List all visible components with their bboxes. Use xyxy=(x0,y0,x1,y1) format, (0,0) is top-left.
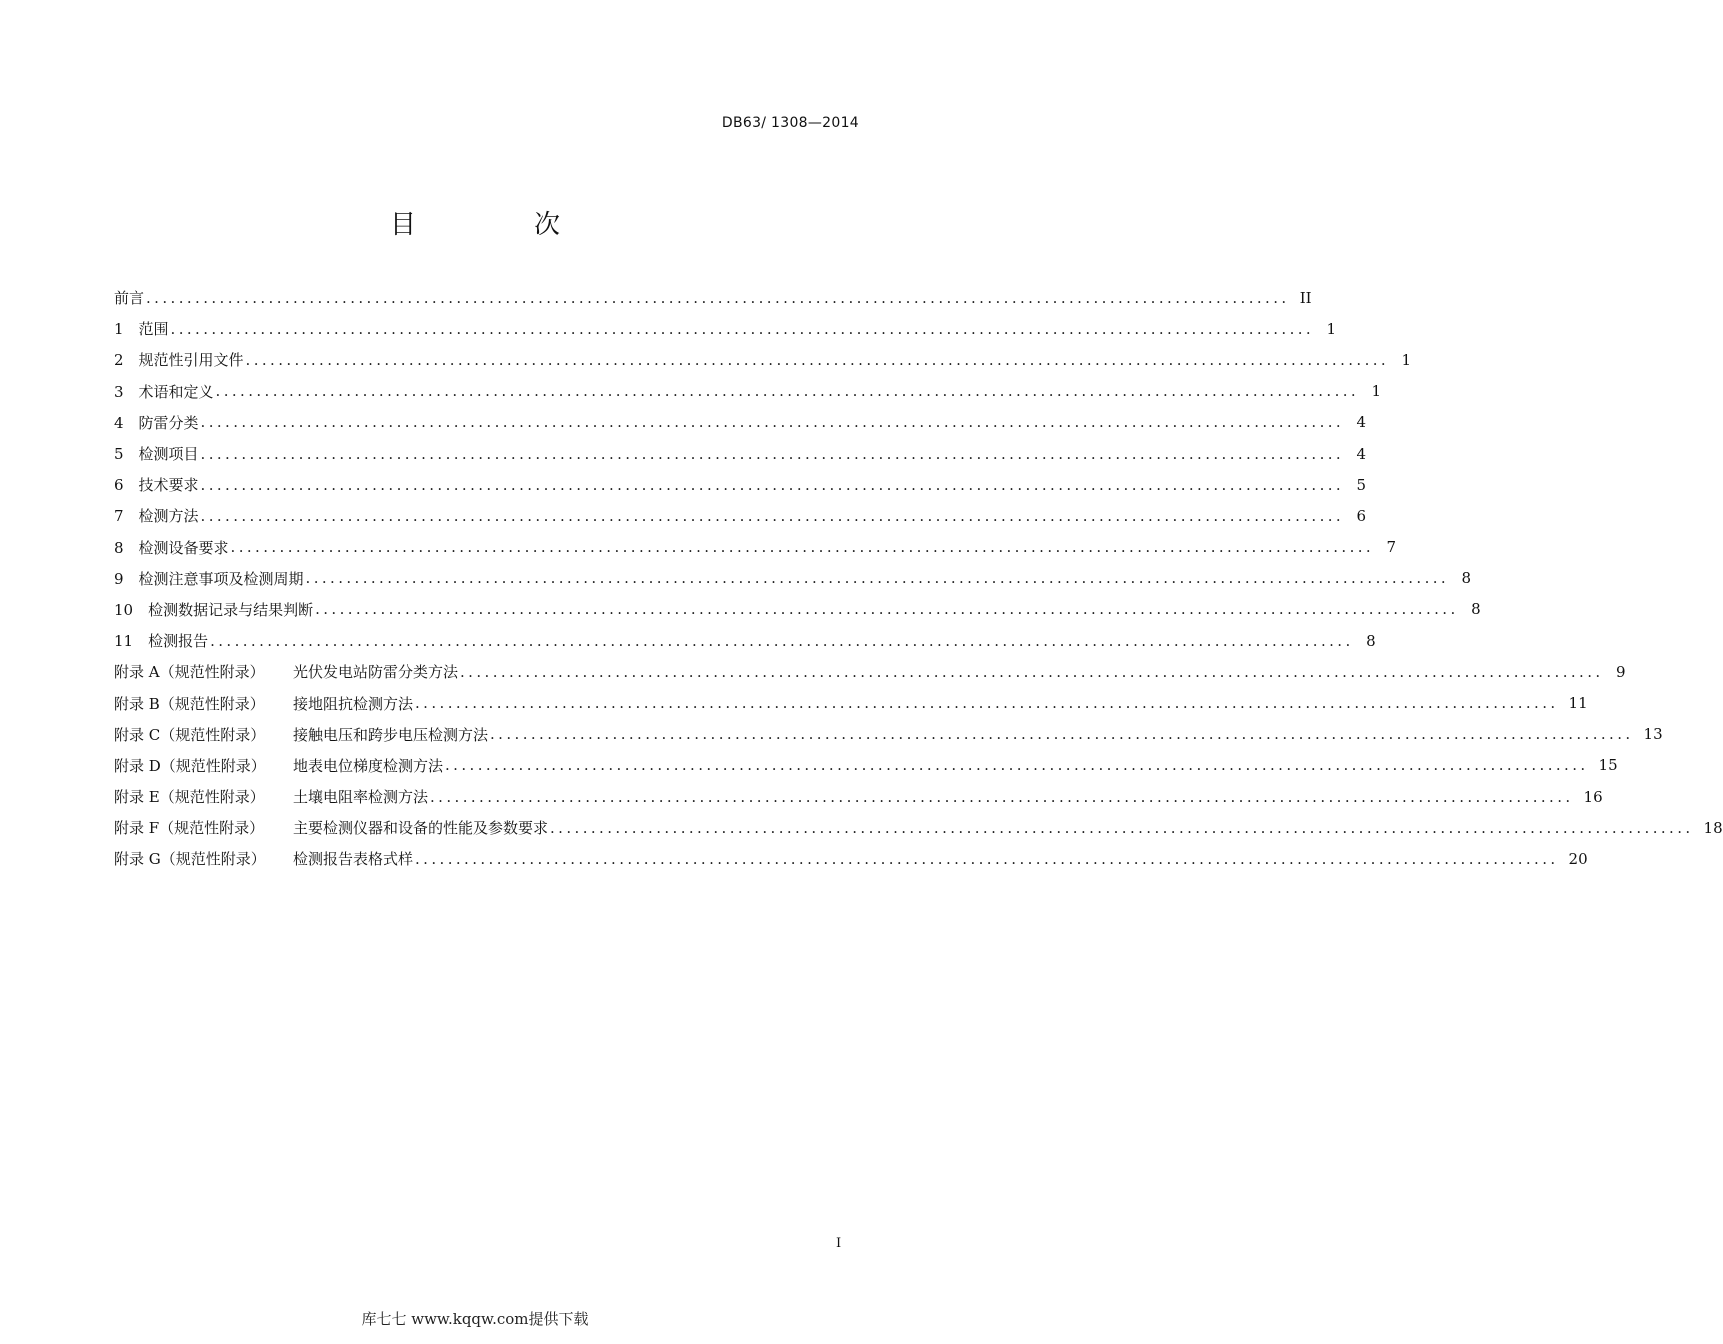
toc-entry-page: 8 xyxy=(1366,631,1376,650)
toc-entry-page: 7 xyxy=(1386,538,1397,557)
toc-appendix-label xyxy=(114,661,458,682)
toc-entry-page: 1 xyxy=(1326,319,1337,338)
toc-appendix-label xyxy=(114,724,488,745)
toc-entry[interactable] xyxy=(114,594,1481,625)
toc-appendix-entry[interactable] xyxy=(114,843,1588,874)
toc-entry-page: 8 xyxy=(1461,569,1472,588)
toc-entry-page: 8 xyxy=(1471,600,1481,619)
toc-appendix-prefix: 附录 D（规范性附录） xyxy=(114,756,266,775)
toc-entry-page: 16 xyxy=(1583,787,1603,806)
toc-appendix-label xyxy=(114,786,428,807)
toc-entry-page: 20 xyxy=(1568,849,1588,868)
toc-leader-dots: ............................................................................................................................................ xyxy=(146,288,1290,307)
toc-leader-dots: ............................................................................................................................................ xyxy=(430,787,1574,806)
toc-appendix-label xyxy=(114,848,413,869)
toc-leader-dots: ............................................................................................................................................ xyxy=(445,756,1589,775)
toc-appendix-label xyxy=(114,693,413,714)
toc-entry-page: 15 xyxy=(1598,756,1618,775)
toc-leader-dots: ............................................................................................................................................ xyxy=(490,725,1634,744)
toc-leader-dots: ............................................................................................................................................ xyxy=(415,849,1559,868)
toc-entry-label: 5 检测项目 xyxy=(114,445,199,464)
page-title: 目 次 xyxy=(389,210,606,240)
toc-leader-dots: ............................................................................................................................................ xyxy=(170,319,1315,338)
toc-leader-dots: ............................................................................................................................................ xyxy=(550,818,1694,837)
toc-entry-label: 3 术语和定义 xyxy=(114,382,214,401)
toc-entry-label: 2 规范性引用文件 xyxy=(114,351,244,370)
toc-leader-dots: ............................................................................................................................................ xyxy=(200,506,1345,525)
toc-appendix-prefix: 附录 C（规范性附录） xyxy=(114,725,266,744)
toc-entry-page: 11 xyxy=(1568,694,1588,713)
toc-entry-label: 9 检测注意事项及检测周期 xyxy=(114,569,304,588)
toc-appendix-entry[interactable] xyxy=(114,687,1588,718)
toc-entry[interactable] xyxy=(114,563,1472,594)
toc-entry-label: 4 防雷分类 xyxy=(114,413,199,432)
toc-appendix-title: 接触电压和跨步电压检测方法 xyxy=(293,725,489,744)
toc-appendix-prefix: 附录 G（规范性附录） xyxy=(114,850,266,869)
toc-entry[interactable] xyxy=(114,625,1376,656)
toc-appendix-prefix: 附录 B（规范性附录） xyxy=(114,694,265,713)
toc-entry-label: 7 检测方法 xyxy=(114,507,199,526)
standard-id: DB63/ 1308—2014 xyxy=(721,115,859,131)
toc-entry-page: 6 xyxy=(1356,506,1367,525)
toc-appendix-prefix: 附录 A（规范性附录） xyxy=(114,663,265,682)
toc-appendix-title: 土壤电阻率检测方法 xyxy=(293,788,429,807)
toc-entry-label: 1 范围 xyxy=(114,320,169,339)
toc-leader-dots: ............................................................................................................................................ xyxy=(200,475,1345,494)
toc-entry[interactable] xyxy=(114,469,1367,500)
toc-entry-page: 1 xyxy=(1371,382,1382,401)
toc-leader-dots: ............................................................................................................................................ xyxy=(200,444,1345,463)
toc-leader-dots: ............................................................................................................................................ xyxy=(460,662,1604,681)
toc-entry-page: 5 xyxy=(1356,475,1367,494)
toc-leader-dots: ............................................................................................................................................ xyxy=(315,600,1459,619)
toc-entry-label: 11 检测报告 xyxy=(114,632,209,651)
toc-leader-dots: ............................................................................................................................................ xyxy=(215,382,1360,401)
toc-entry-page: 13 xyxy=(1643,725,1663,744)
toc-leader-dots: ............................................................................................................................................ xyxy=(210,631,1354,650)
toc-appendix-entry[interactable] xyxy=(114,750,1618,781)
toc-appendix-entry[interactable] xyxy=(114,656,1626,687)
toc-appendix-prefix: 附录 E（规范性附录） xyxy=(114,788,265,807)
toc-entry-page: 9 xyxy=(1616,662,1626,681)
toc-appendix-prefix: 附录 F（规范性附录） xyxy=(114,819,265,838)
toc-entry-page: 4 xyxy=(1356,413,1367,432)
toc-leader-dots: ............................................................................................................................................ xyxy=(415,694,1559,713)
toc-entry[interactable] xyxy=(114,500,1367,531)
toc-entry-page: 4 xyxy=(1356,444,1367,463)
toc-appendix-label xyxy=(114,817,548,838)
toc-leader-dots: ............................................................................................................................................ xyxy=(245,350,1390,369)
toc-entry-page: 1 xyxy=(1401,350,1412,369)
toc-entry-label: 前言 xyxy=(114,289,145,308)
toc-appendix-title: 接地阻抗检测方法 xyxy=(293,694,414,713)
toc-appendix-title: 检测报告表格式样 xyxy=(293,850,414,869)
toc-entry-label: 8 检测设备要求 xyxy=(114,538,229,557)
toc-entry-label: 10 检测数据记录与结果判断 xyxy=(114,600,314,619)
toc-entry-page: II xyxy=(1299,288,1312,307)
table-of-contents xyxy=(114,282,1723,875)
toc-appendix-title: 主要检测仪器和设备的性能及参数要求 xyxy=(293,819,549,838)
toc-entry[interactable] xyxy=(114,344,1412,375)
page-number: I xyxy=(836,1236,842,1251)
toc-entry[interactable] xyxy=(114,376,1382,407)
toc-appendix-entry[interactable] xyxy=(114,719,1663,750)
toc-appendix-label xyxy=(114,755,443,776)
download-watermark: 库七七 www.kqqw.com提供下载 xyxy=(361,1310,589,1328)
toc-appendix-title: 地表电位梯度检测方法 xyxy=(293,756,444,775)
toc-entry[interactable] xyxy=(114,282,1312,313)
toc-entry[interactable] xyxy=(114,532,1397,563)
toc-leader-dots: ............................................................................................................................................ xyxy=(230,538,1375,557)
toc-leader-dots: ............................................................................................................................................ xyxy=(305,569,1450,588)
toc-appendix-title: 光伏发电站防雷分类方法 xyxy=(293,663,459,682)
toc-appendix-entry[interactable] xyxy=(114,812,1723,843)
toc-leader-dots: ............................................................................................................................................ xyxy=(200,413,1345,432)
toc-appendix-entry[interactable] xyxy=(114,781,1603,812)
toc-entry-label: 6 技术要求 xyxy=(114,476,199,495)
toc-entry[interactable] xyxy=(114,438,1367,469)
toc-entry[interactable] xyxy=(114,313,1337,344)
toc-entry[interactable] xyxy=(114,407,1367,438)
toc-entry-page: 18 xyxy=(1703,818,1723,837)
